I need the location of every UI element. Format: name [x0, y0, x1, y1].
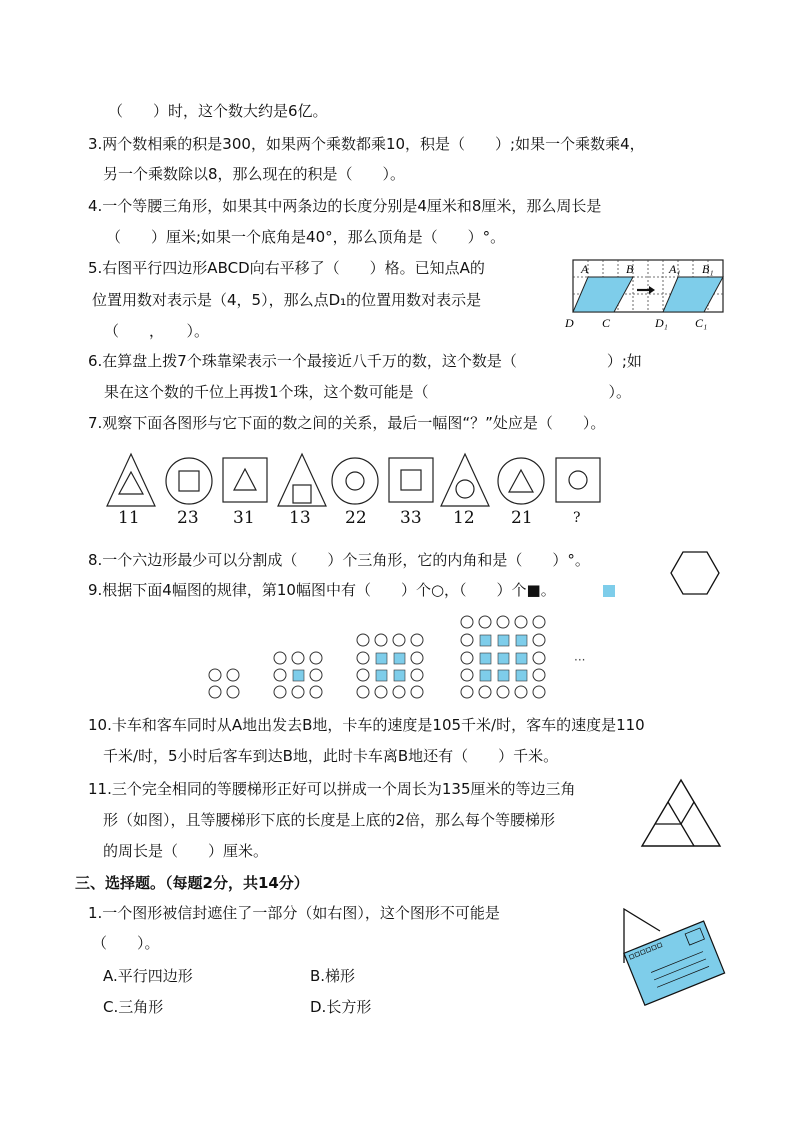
option-d: D.长方形 — [310, 998, 372, 1016]
q5-line1: 5.右图平行四边形ABCD向右平移了（ ）格。已知点A的 — [88, 259, 485, 277]
option-b: B.梯形 — [310, 967, 356, 985]
label-c1: C₁ — [695, 316, 708, 330]
q5-line2: 位置用数对表示是（4，5），那么点D₁的位置用数对表示是 — [92, 291, 482, 309]
shape-number: 21 — [511, 508, 533, 528]
label-d1: D₁ — [655, 316, 668, 330]
hexagon-figure — [670, 550, 720, 596]
q3-line2: 另一个乘数除以8，那么现在的积是（ ）。 — [103, 165, 406, 183]
blue-square-icon — [603, 585, 615, 597]
q10-line2: 千米/时，5小时后客车到达B地，此时卡车离B地还有（ ）千米。 — [103, 747, 559, 765]
option-a: A.平行四边形 — [103, 967, 193, 985]
label-d: D — [565, 316, 574, 330]
shape-number: 31 — [233, 508, 255, 528]
q8-line: 8.一个六边形最少可以分割成（ ）个三角形，它的内角和是（ ）°。 — [88, 551, 590, 569]
q7-line: 7.观察下面各图形与它下面的数之间的关系，最后一幅图“？”处应是（ ）。 — [88, 414, 606, 432]
label-b: B — [626, 262, 634, 276]
q4-line1: 4.一个等腰三角形，如果其中两条边的长度分别是4厘米和8厘米，那么周长是 — [88, 197, 602, 215]
mc1-line2: （ ）。 — [92, 934, 160, 952]
q3-line1: 3.两个数相乘的积是300，如果两个乘数都乘10，积是（ ）;如果一个乘数乘4， — [88, 135, 645, 153]
shape-number: 23 — [177, 508, 199, 528]
shape-number: 13 — [289, 508, 311, 528]
label-a1: A₁ — [669, 262, 681, 276]
q4-line2: （ ）厘米;如果一个底角是40°，那么顶角是（ ）°。 — [106, 228, 506, 246]
shape-number: 33 — [400, 508, 422, 528]
label-c: C — [602, 316, 611, 330]
dot-pattern-figure — [205, 612, 550, 704]
right-arrow-icon — [637, 286, 655, 294]
shapes-pattern-figure — [105, 452, 610, 510]
shape-number: 12 — [453, 508, 475, 528]
shape-number: 11 — [118, 508, 140, 528]
label-b1: B₁ — [702, 262, 714, 276]
q9-line: 9.根据下面4幅图的规律，第10幅图中有（ ）个○，（ ）个■。 — [88, 581, 556, 599]
q2-continuation: （ ）时，这个数大约是6亿。 — [108, 102, 328, 120]
mc1-line1: 1.一个图形被信封遮住了一部分（如右图），这个图形不可能是 — [88, 904, 500, 922]
option-c: C.三角形 — [103, 998, 164, 1016]
q11-line3: 的周长是（ ）厘米。 — [103, 842, 269, 860]
translation-grid-figure — [562, 256, 732, 336]
original-parallelogram — [573, 277, 633, 312]
q6-line2: 果在这个数的千位上再拨1个珠，这个数可能是（ ）。 — [104, 383, 632, 401]
q5-line3: （ ， ）。 — [104, 322, 210, 340]
section-heading: 三、选择题。（每题2分，共14分） — [75, 874, 309, 892]
q11-line2: 形（如图），且等腰梯形下底的长度是上底的2倍，那么每个等腰梯形 — [103, 811, 556, 829]
trapezoid-triangle-figure — [640, 778, 722, 848]
translated-parallelogram — [663, 277, 723, 312]
q11-line1: 11.三个完全相同的等腰梯形正好可以拼成一个周长为135厘米的等边三角 — [88, 780, 576, 798]
envelope-figure — [620, 905, 730, 1010]
shape-number: 22 — [345, 508, 367, 528]
ellipsis: ··· — [574, 653, 586, 667]
shape-number-unknown: ? — [573, 510, 581, 526]
label-a: A — [581, 262, 589, 276]
q10-line1: 10.卡车和客车同时从A地出发去B地，卡车的速度是105千米/时，客车的速度是110 — [88, 716, 645, 734]
q6-line1: 6.在算盘上拨7个珠靠梁表示一个最接近八千万的数，这个数是（ ）;如 — [88, 352, 642, 370]
